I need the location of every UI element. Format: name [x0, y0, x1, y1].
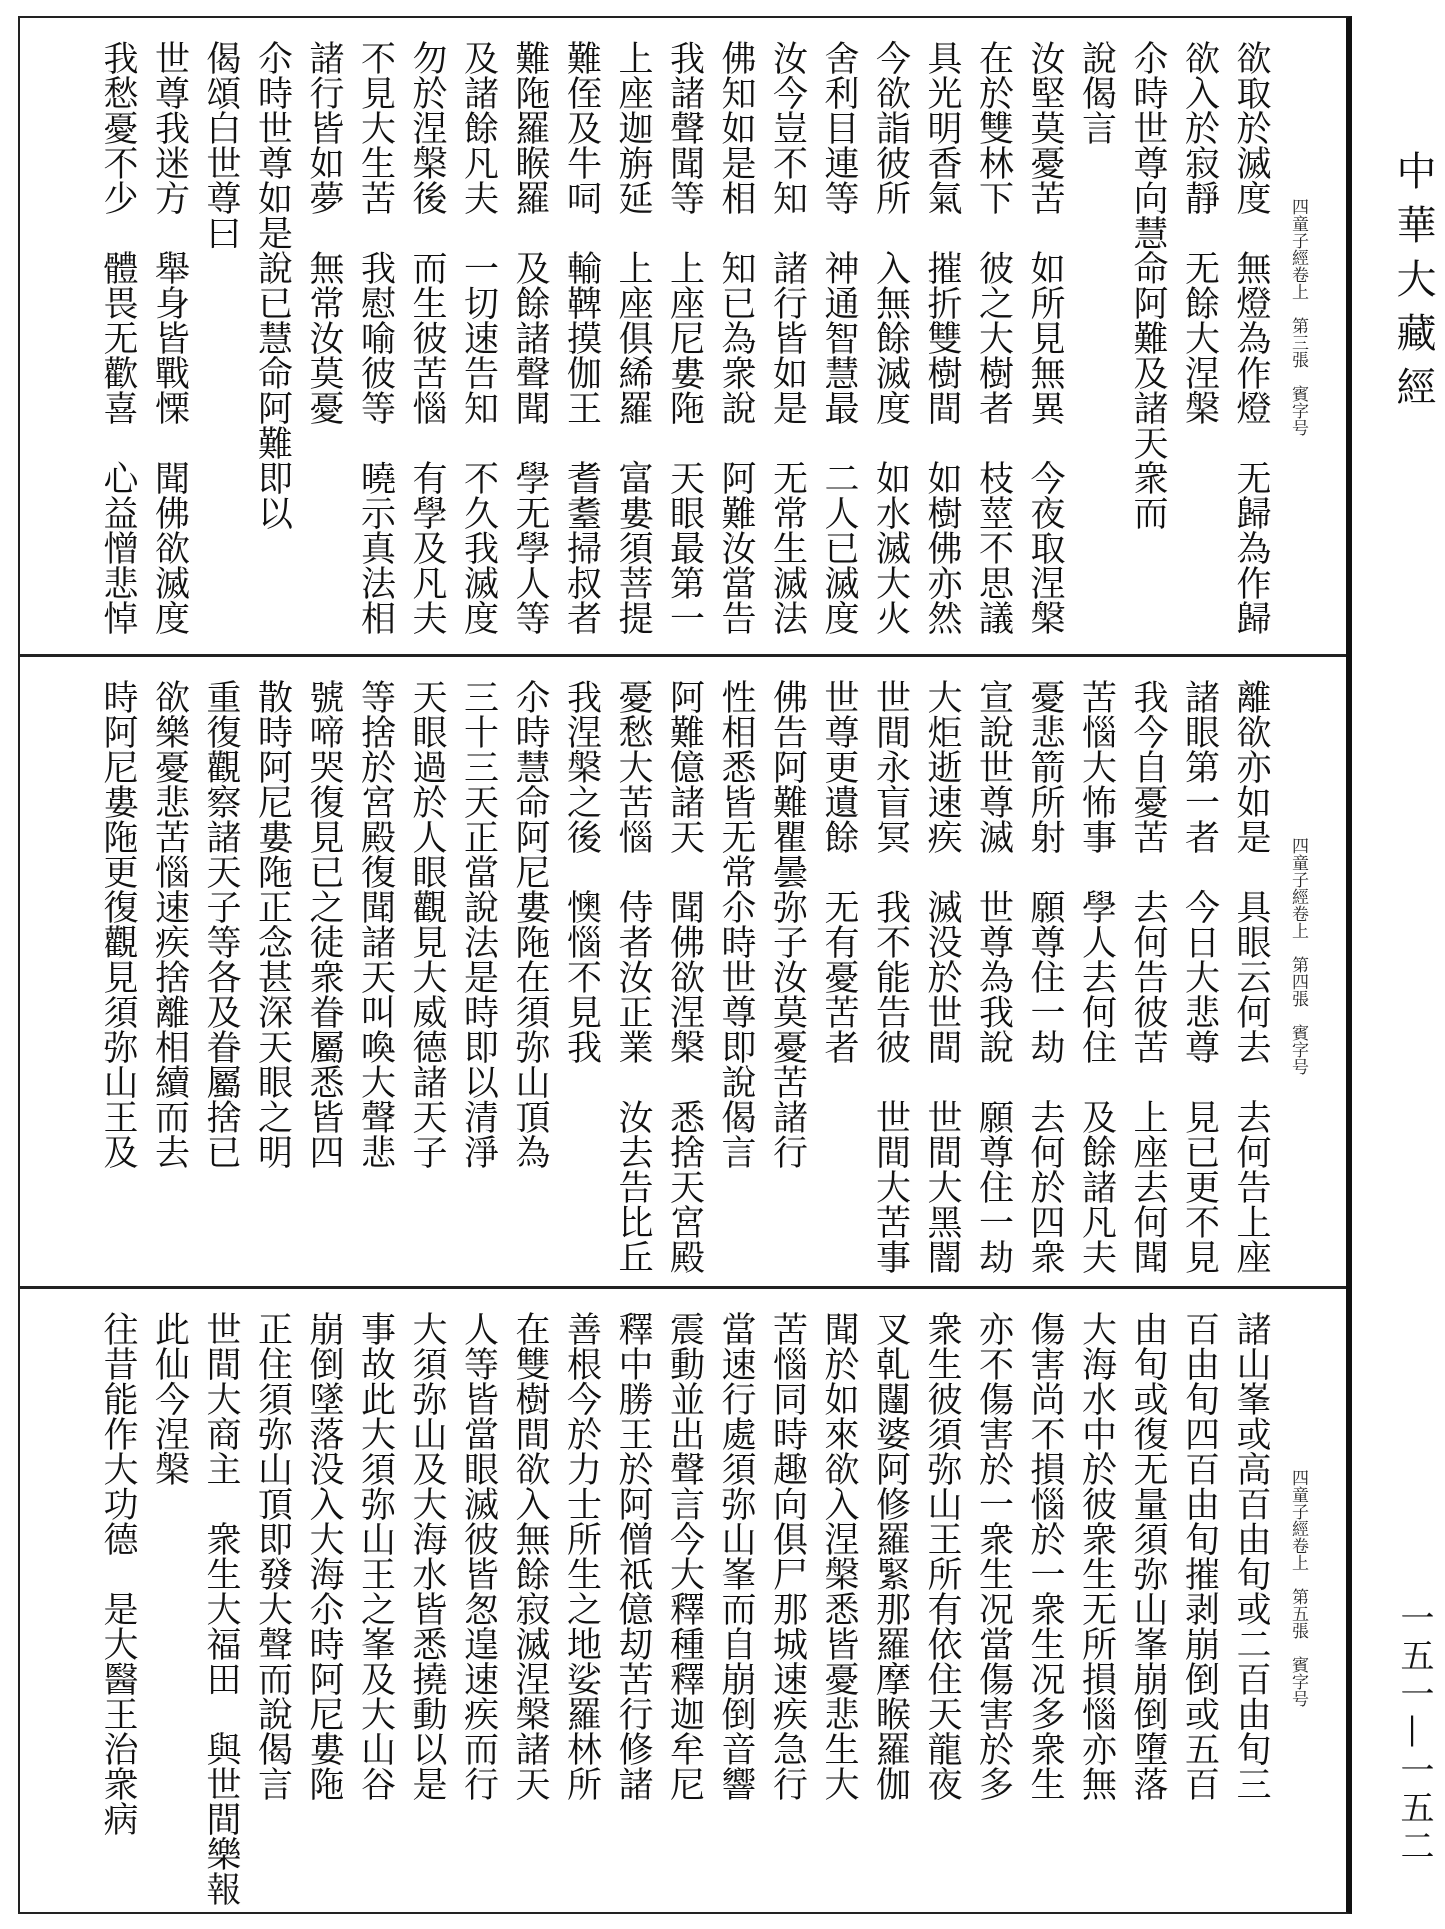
text-panel-1: [20, 18, 1346, 650]
text-column: 衆生彼須弥山王所有依住天龍夜: [922, 1311, 962, 1801]
text-column: 離欲亦如是 具眼云何去 去何告上座: [1231, 679, 1271, 1274]
text-column: 事故此大須弥山王之峯及大山谷: [355, 1311, 396, 1801]
text-column: 舍利目連等 神通智慧最 二人已滅度: [819, 40, 859, 635]
text-panel-3: [20, 1286, 1346, 1915]
text-column: 百由旬四百由旬摧剥崩倒或五百: [1179, 1311, 1220, 1801]
text-column: 勿於涅槃後 而生彼苦惱 有學及凡夫: [407, 40, 447, 635]
text-column: 今欲詣彼所 入無餘滅度 如水滅大火: [870, 40, 911, 635]
text-column: 尒時世尊向慧命阿難及諸天衆而: [1128, 40, 1168, 530]
text-column: 我諸聲聞等 上座尼婁陁 天眼最第一: [664, 40, 705, 635]
text-column: 欲樂憂悲苦惱速疾捨離相續而去: [149, 679, 190, 1169]
margin-note: 四童子經卷上 第四張 賓字号: [1288, 837, 1308, 1075]
text-column: 宣說世尊滅 世尊為我說 願尊住一劫: [973, 679, 1014, 1274]
text-column: 亦不傷害於一衆生况當傷害於多: [973, 1311, 1014, 1801]
margin-note: 四童子經卷上 第五張 賓字号: [1288, 1469, 1308, 1707]
text-column: 阿難億諸天 聞佛欲涅槃 悉捨天宮殿: [664, 679, 705, 1274]
text-column: 欲入於寂靜 无餘大涅槃: [1179, 40, 1220, 425]
text-column: 汝堅莫憂苦 如所見無異 今夜取涅槃: [1025, 40, 1065, 635]
text-column: 世尊我迷方 舉身皆戰慄 聞佛欲滅度: [149, 40, 190, 635]
text-column: 不見大生苦 我慰喻彼等 曉示真法相: [355, 40, 396, 635]
text-column: 號啼哭復見已之徒衆眷屬悉皆四: [304, 679, 344, 1169]
text-column: 苦惱同時趣向俱尸那城速疾急行: [767, 1311, 808, 1801]
text-column: 我今自憂苦 去何告彼苦 上座去何聞: [1128, 679, 1168, 1274]
text-column: 善根今於力士所生之地娑羅林所: [561, 1311, 602, 1801]
text-column: 佛知如是相 知已為衆說 阿難汝當告: [716, 40, 756, 635]
text-column: 諸眼第一者 今日大悲尊 見已更不見: [1179, 679, 1220, 1274]
text-column: 重復觀察諸天子等各及眷屬捨已: [201, 679, 241, 1169]
text-column: 崩倒墜落没入大海尒時阿尼婁陁: [304, 1311, 344, 1801]
text-panel-2: [20, 654, 1346, 1285]
text-column: 在於雙林下 彼之大樹者 枝莖不思議: [973, 40, 1014, 635]
page-frame: [18, 16, 1352, 1914]
page-number: 一五一—一五二: [1394, 1600, 1434, 1866]
text-column: 正住須弥山頂即發大聲而說偈言: [252, 1311, 293, 1801]
text-column: 世間大商主 衆生大福田 與世間樂報: [201, 1311, 241, 1906]
text-column: 尒時世尊如是說已慧命阿難即以: [252, 40, 293, 530]
text-column: 往昔能作大功德 是大醫王治衆病: [98, 1311, 138, 1836]
text-column: 難侄及牛呞 輸鞞摸伽王 耆耋掃叔者: [561, 40, 602, 635]
text-column: 震動並出聲言今大釋種釋迦牟尼: [664, 1311, 705, 1801]
text-column: 時阿尼婁陁更復觀見須弥山王及: [98, 679, 138, 1169]
text-column: 苦惱大怖事 學人去何住 及餘諸凡夫: [1076, 679, 1117, 1274]
text-column: 散時阿尼婁陁正念甚深天眼之明: [252, 679, 293, 1169]
text-column: 大炬逝速疾 滅没於世間 世間大黑闇: [922, 679, 962, 1274]
text-column: 憂愁大苦惱 侍者汝正業 汝去告比丘: [613, 679, 653, 1274]
text-column: 難陁羅睺羅 及餘諸聲聞 學无學人等: [510, 40, 550, 635]
text-column: 人等皆當眼滅彼皆怱遑速疾而行: [458, 1311, 499, 1801]
text-column: 傷害尚不損惱於一衆生况多衆生: [1025, 1311, 1065, 1801]
text-column: 釋中勝王於阿僧祇億刧苦行修諸: [613, 1311, 653, 1801]
text-column: 我涅槃之後 懊惱不見我: [561, 679, 602, 1064]
text-column: 憂悲箭所射 願尊住一劫 去何於四衆: [1025, 679, 1065, 1274]
text-column: 諸行皆如夢 無常汝莫憂: [304, 40, 344, 425]
text-columns: [92, 1311, 1277, 1911]
text-column: 我愁憂不少 體畏无歡喜 心益憎悲悼: [98, 40, 138, 635]
text-columns: [92, 679, 1277, 1279]
text-column: 世間永盲冥 我不能告彼 世間大苦事: [870, 679, 911, 1274]
text-column: 說偈言: [1076, 40, 1117, 145]
text-column: 當速行處須弥山峯而自崩倒音響: [716, 1311, 756, 1801]
text-column: 汝今豈不知 諸行皆如是 无常生滅法: [767, 40, 808, 635]
text-columns: [92, 40, 1277, 640]
text-column: 叉乹闥婆阿修羅緊那羅摩睺羅伽: [870, 1311, 911, 1801]
text-column: 性相悉皆无常尒時世尊即說偈言: [716, 679, 756, 1169]
text-column: 諸山峯或高百由旬或二百由旬三: [1231, 1311, 1271, 1801]
text-column: 聞於如來欲入涅槃悉皆憂悲生大: [819, 1311, 859, 1801]
text-column: 具光明香氣 摧折雙樹間 如樹佛亦然: [922, 40, 962, 635]
text-column: 世尊更遺餘 无有憂苦者: [819, 679, 859, 1064]
text-column: 天眼過於人眼觀見大威德諸天子: [407, 679, 447, 1169]
text-column: 佛告阿難瞿曇弥子汝莫憂苦諸行: [767, 679, 808, 1169]
text-column: 及諸餘凡夫 一切速告知 不久我滅度: [458, 40, 499, 635]
text-column: 由旬或復无量須弥山峯崩倒墮落: [1128, 1311, 1168, 1801]
text-column: 三十三天正當說法是時即以清淨: [458, 679, 499, 1169]
text-column: 在雙樹間欲入無餘寂滅涅槃諸天: [510, 1311, 550, 1801]
text-column: 偈頌白世尊曰: [201, 40, 241, 250]
collection-title: 中華大藏經: [1390, 150, 1436, 420]
text-column: 等捨於宮殿復聞諸天叫喚大聲悲: [355, 679, 396, 1169]
text-column: 上座迦旃延 上座俱絺羅 富婁須菩提: [613, 40, 653, 635]
text-column: 欲取於滅度 無燈為作燈 无歸為作歸: [1231, 40, 1271, 635]
text-column: 大海水中於彼衆生无所損惱亦無: [1076, 1311, 1117, 1801]
margin-note: 四童子經卷上 第三張 賓字号: [1288, 198, 1308, 436]
text-column: 此仙今涅槃: [149, 1311, 190, 1486]
text-column: 尒時慧命阿尼婁陁在須弥山頂為: [510, 679, 550, 1169]
text-column: 大須弥山及大海水皆悉撓動以是: [407, 1311, 447, 1801]
